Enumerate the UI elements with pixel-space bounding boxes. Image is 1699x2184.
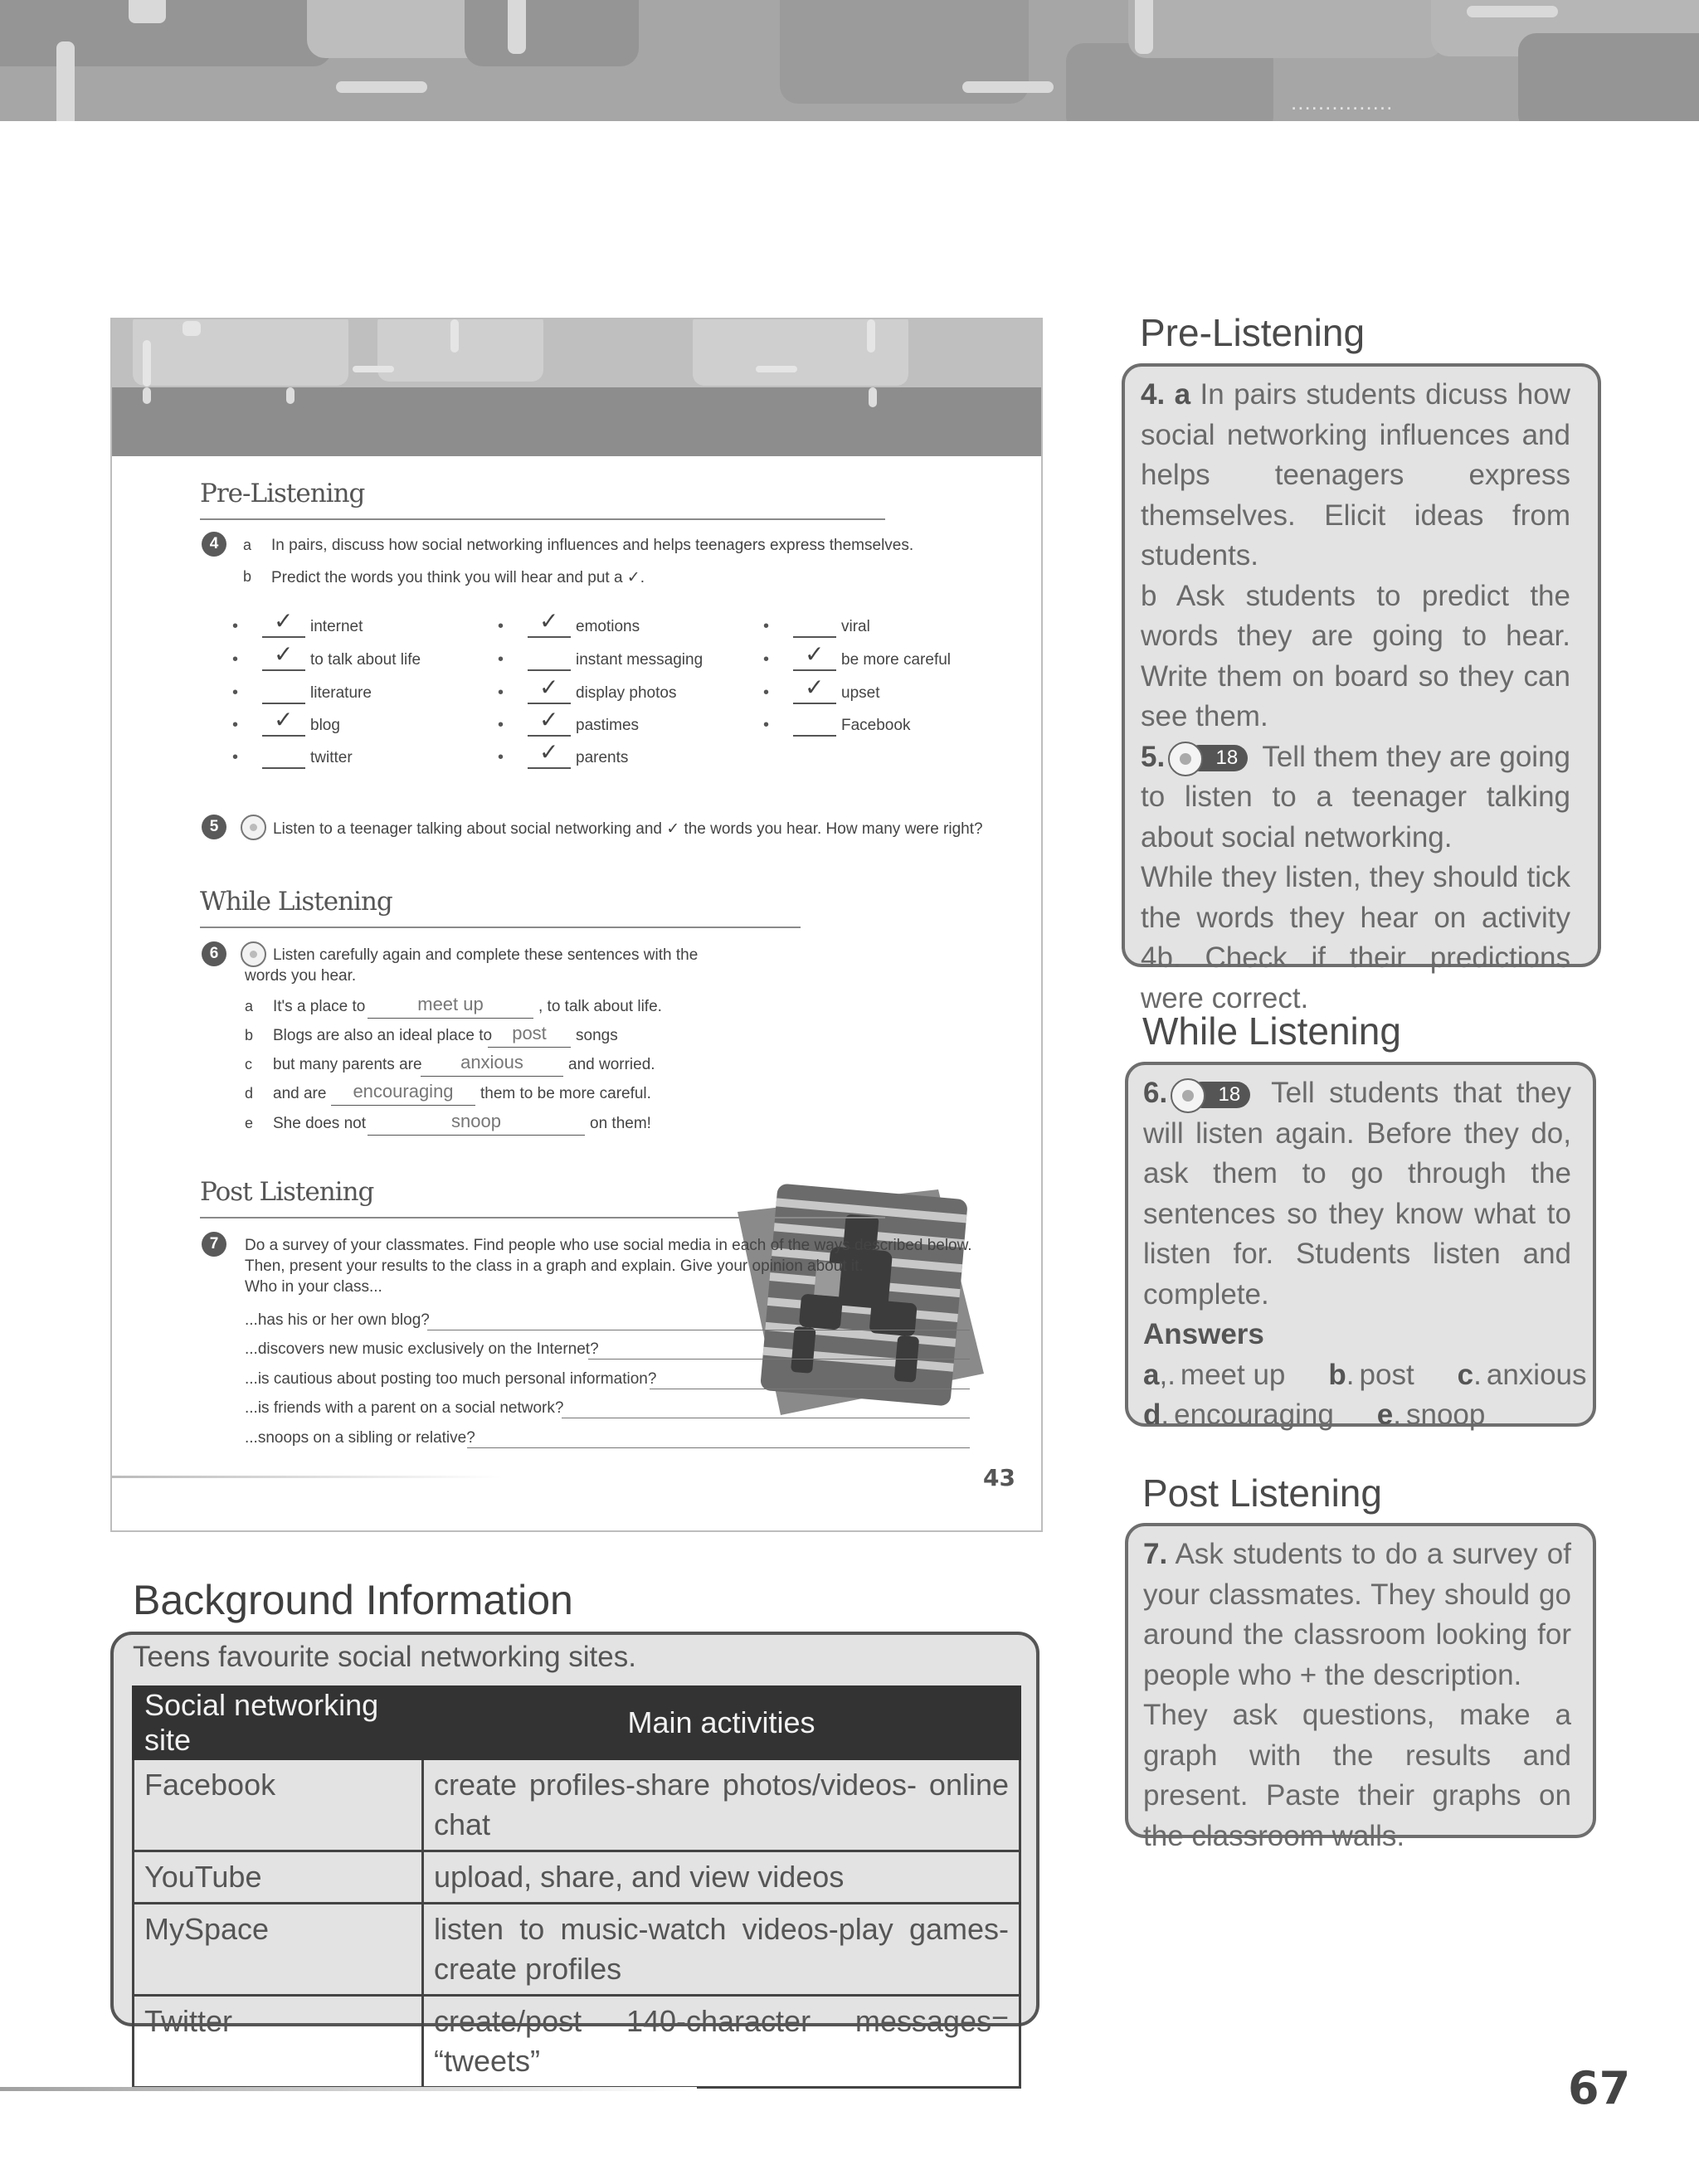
item-letter: b [245, 1027, 254, 1043]
note-number: 6. [1143, 1077, 1168, 1109]
sentence-text: , to talk about life. [538, 998, 662, 1015]
answer-value: encouraging [1174, 1398, 1334, 1431]
checkmark-icon: ✓ [539, 738, 559, 766]
answer-item [1377, 1398, 1486, 1431]
divider [200, 927, 801, 928]
q7-line3: Who in your class... [245, 1278, 382, 1296]
checkmark-icon: ✓ [274, 706, 294, 733]
bullet: • [232, 683, 239, 702]
inset-banner-band [112, 387, 1041, 456]
table-row [134, 1904, 1020, 1996]
audio-track-icon [1171, 1078, 1254, 1111]
answer-key: a [1143, 1358, 1160, 1391]
bullet: • [232, 650, 239, 669]
q7-line1: Do a survey of your classmates. Find people who use social media in each of the ways described below. [245, 1237, 972, 1254]
inset-page-number: 43 [983, 1464, 1015, 1491]
exercise-number-6: 6 [202, 941, 226, 966]
item-letter: a [245, 998, 254, 1014]
filled-answer: meet up [417, 994, 484, 1014]
sentence-text: and are [273, 1085, 327, 1102]
audio-track-icon [1168, 742, 1251, 775]
site-cell: YouTube [134, 1851, 423, 1904]
answer-blank[interactable] [528, 646, 571, 671]
note-text: They ask questions, make a graph with the results and present. Paste their graphs on the classroom walls. [1143, 1699, 1571, 1852]
inset-pre-listening-heading: Pre-Listening [200, 479, 365, 508]
exercise-number-4: 4 [202, 532, 226, 557]
track-number: 18 [1189, 1082, 1250, 1108]
column-header: Social networking site [134, 1687, 423, 1759]
answer-line[interactable] [467, 1447, 970, 1448]
survey-prompt: ...has his or her own blog? [245, 1311, 430, 1329]
answer-separator: . [1393, 1398, 1401, 1431]
divider [200, 518, 885, 520]
checkmark-icon: ✓ [805, 674, 825, 701]
word-option: blog [310, 717, 340, 734]
bullet: • [763, 683, 770, 702]
note-number: 5. [1141, 740, 1166, 773]
word-option: emotions [576, 618, 640, 635]
word-option: be more careful [841, 651, 952, 669]
q5-instruction: Listen to a teenager talking about social networking and ✓ the words you hear. How many were right? [273, 820, 983, 838]
word-option: viral [841, 618, 870, 635]
post-listening-notes [1143, 1535, 1571, 1856]
column-header: Main activities [423, 1687, 1020, 1759]
bullet: • [232, 716, 239, 734]
activities-cell: upload, share, and view videos [423, 1851, 1020, 1904]
answer-value: anxious [1486, 1358, 1587, 1391]
track-number: 18 [1186, 745, 1248, 771]
student-book-page [110, 318, 1043, 1532]
survey-prompt: ...is cautious about posting too much personal information? [245, 1370, 657, 1388]
checkmark-icon: ✓ [274, 640, 294, 668]
answer-separator: . [1473, 1358, 1482, 1391]
banner-dots: ............... [1291, 90, 1394, 114]
word-option: upset [841, 684, 880, 702]
checkmark-icon: ✓ [539, 607, 559, 635]
bullet: • [498, 748, 504, 766]
post-listening-heading: Post Listening [1142, 1471, 1382, 1515]
note-text: In pairs students dicuss how social networking influences and helps teenagers express themselves. Elicit ideas from students. [1141, 378, 1571, 572]
audio-cd-icon [241, 941, 266, 967]
item-letter: b [243, 568, 252, 585]
background-info-caption: Teens favourite social networking sites. [133, 1641, 636, 1673]
bullet: • [498, 716, 504, 734]
answer-item [1143, 1359, 1285, 1391]
bullet: • [498, 617, 504, 635]
filled-answer: snoop [451, 1111, 501, 1131]
activities-cell: create/post 140-character messages= “tweets” [423, 1996, 1020, 2088]
sentence-text: Blogs are also an ideal place to [273, 1027, 493, 1044]
bullet: • [232, 748, 239, 766]
answer-blank[interactable] [262, 679, 305, 704]
survey-prompt: ...discovers new music exclusively on the Internet? [245, 1340, 599, 1358]
word-option: Facebook [841, 717, 911, 734]
note-text: While they listen, they should tick the words they hear on activity 4b. Check if their predictions were correct. [1141, 861, 1570, 1014]
checkmark-icon: ✓ [805, 640, 825, 668]
answer-item [1143, 1398, 1334, 1431]
survey-prompt: ...is friends with a parent on a social network? [245, 1399, 564, 1417]
answers-line [1143, 1395, 1571, 1436]
answer-line[interactable] [588, 1359, 970, 1360]
sentence-text: It's a place to [273, 998, 366, 1015]
site-cell: Facebook [134, 1759, 423, 1851]
answer-value: meet up [1180, 1358, 1286, 1391]
filled-answer: anxious [460, 1052, 523, 1073]
answers-line [1143, 1355, 1587, 1396]
divider [200, 1217, 885, 1218]
table-row [134, 1996, 1020, 2088]
answer-value: snoop [1405, 1398, 1486, 1431]
item-letter: d [245, 1085, 254, 1102]
answer-key: e [1376, 1398, 1394, 1431]
activities-cell: listen to music-watch videos-play games-create profiles [423, 1904, 1020, 1996]
note-text: Ask students to do a survey of your classmates. They should go around the classroom looking for people who + the description. [1143, 1538, 1571, 1691]
audio-cd-icon [241, 815, 266, 840]
bullet: • [763, 650, 770, 669]
q4b-instruction: Predict the words you think you will hear and put a ✓. [271, 569, 645, 586]
answer-key: c [1457, 1358, 1474, 1391]
page-number: 67 [1568, 2062, 1631, 2114]
exercise-number-7: 7 [202, 1232, 226, 1257]
survey-prompt: ...snoops on a sibling or relative? [245, 1429, 475, 1447]
teen-on-stairs-photo [731, 1166, 988, 1423]
inset-post-listening-heading: Post Listening [200, 1177, 374, 1207]
site-cell: MySpace [134, 1904, 423, 1996]
sentence-text: but many parents are [273, 1056, 422, 1073]
word-option: parents [576, 749, 629, 766]
note-text: Tell them they are going to listen to a teenager talking about social networking. [1141, 740, 1571, 854]
note-number: 7. [1143, 1538, 1168, 1570]
bullet: • [232, 617, 239, 635]
q7-line2: Then, present your results to the class in a graph and explain. Give your opinion about it. [245, 1257, 864, 1275]
table-row [134, 1851, 1020, 1904]
sentence-text: She does not [273, 1115, 366, 1132]
word-option: pastimes [576, 717, 640, 734]
bullet: • [498, 650, 504, 669]
item-letter: e [245, 1115, 254, 1131]
word-option: display photos [576, 684, 677, 702]
bullet: • [498, 683, 504, 702]
answer-separator: . [1161, 1398, 1170, 1431]
footer-line [0, 2087, 697, 2091]
note-number: 4. a [1141, 378, 1191, 411]
q4a-instruction: In pairs, discuss how social networking influences and helps teenagers express themselves. [271, 537, 914, 554]
background-info-heading: Background Information [133, 1577, 573, 1623]
social-sites-table [132, 1685, 1021, 2089]
answer-item [1328, 1359, 1414, 1391]
bullet: • [763, 617, 770, 635]
pre-listening-notes [1141, 375, 1570, 1019]
exercise-number-5: 5 [202, 815, 226, 839]
answer-value: post [1359, 1358, 1414, 1391]
filled-answer: post [512, 1023, 547, 1043]
word-option: literature [310, 684, 372, 702]
answer-separator: . [1346, 1358, 1355, 1391]
answer-separator: ,. [1159, 1358, 1176, 1391]
while-listening-notes [1143, 1073, 1587, 1436]
item-letter: c [245, 1056, 252, 1073]
answer-blank[interactable] [262, 744, 305, 769]
item-letter: a [243, 537, 252, 553]
filled-answer: encouraging [353, 1081, 454, 1102]
note-text: b Ask students to predict the words they are going to hear. Write them on board so they can see them. [1141, 579, 1570, 732]
sentence-text: songs [576, 1027, 618, 1044]
activities-cell: create profiles-share photos/videos- online chat [423, 1759, 1020, 1851]
inset-while-listening-heading: While Listening [200, 887, 392, 917]
word-option: twitter [310, 749, 353, 766]
q6-instruction-line2: words you hear. [245, 967, 357, 985]
word-option: instant messaging [576, 651, 703, 669]
q6-instruction-line1: Listen carefully again and complete these sentences with the [273, 946, 699, 964]
answer-blank[interactable] [793, 613, 836, 638]
answer-item [1458, 1359, 1587, 1391]
sentence-text: on them! [590, 1115, 651, 1132]
note-text: Tell students that they will listen again. Before they do, ask them to go through the sentences so they know what to listen for. Students listen and complete. [1143, 1077, 1571, 1311]
pre-listening-heading: Pre-Listening [1140, 311, 1366, 354]
answers-label: Answers [1143, 1318, 1264, 1350]
word-option: internet [310, 618, 363, 635]
table-row [134, 1759, 1020, 1851]
table-header-row [134, 1687, 1020, 1759]
sentence-text: and worried. [568, 1056, 655, 1073]
answer-blank[interactable] [793, 712, 836, 737]
checkmark-icon: ✓ [274, 607, 294, 635]
checkmark-icon: ✓ [539, 674, 559, 701]
bullet: • [763, 716, 770, 734]
sentence-text: them to be more careful. [480, 1085, 651, 1102]
inset-footer-line [112, 1476, 502, 1478]
answer-key: b [1328, 1358, 1346, 1391]
while-listening-heading: While Listening [1142, 1009, 1401, 1053]
checkmark-icon: ✓ [539, 706, 559, 733]
word-option: to talk about life [310, 651, 421, 669]
top-decorative-banner [0, 0, 1699, 121]
site-cell: Twitter [134, 1996, 423, 2088]
answer-key: d [1143, 1398, 1161, 1431]
